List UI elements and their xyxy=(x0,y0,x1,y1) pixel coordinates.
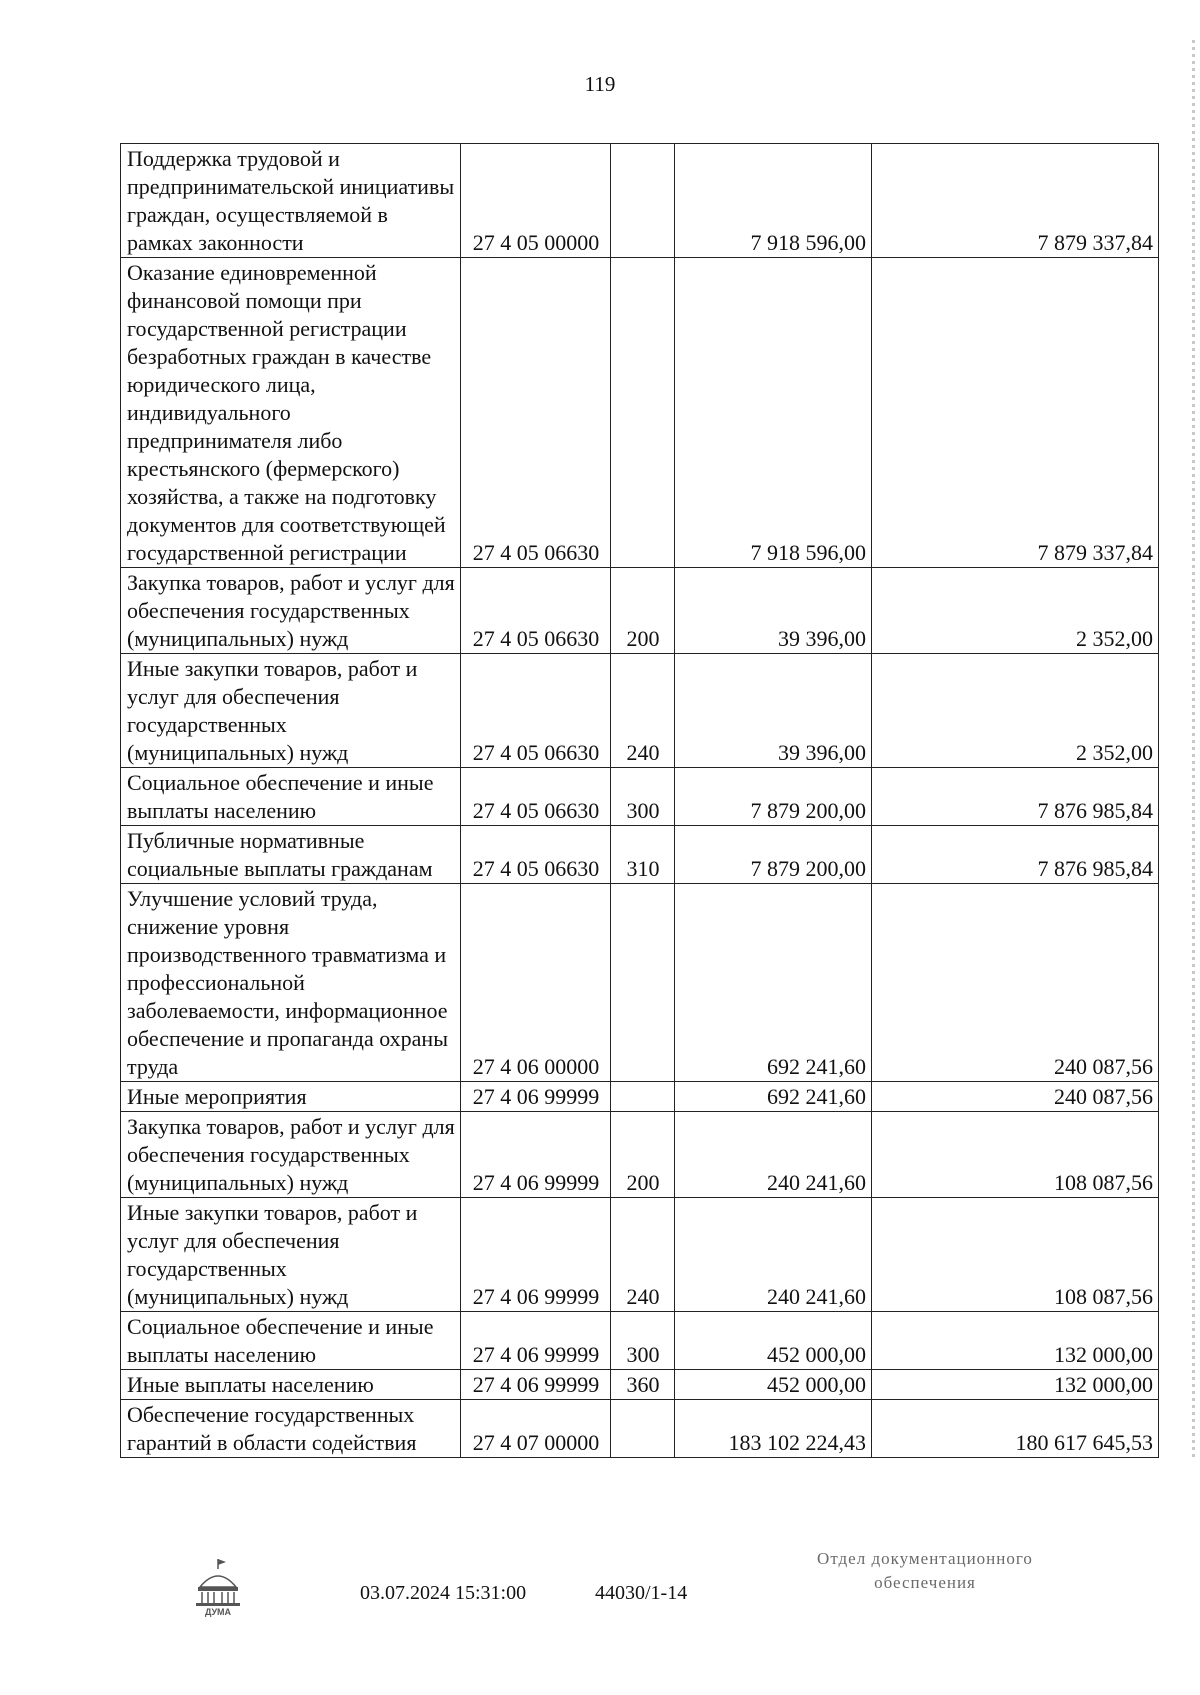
row-plan-amount: 39 396,00 xyxy=(675,654,872,768)
footer-reg-number: 44030/1-14 xyxy=(595,1582,688,1604)
row-code: 27 4 06 99999 xyxy=(461,1082,611,1112)
table-row xyxy=(121,768,1159,826)
row-name: Закупка товаров, работ и услуг для обеспечения государственных (муниципальных) нужд xyxy=(121,568,461,654)
row-expense-type: 200 xyxy=(611,1112,675,1198)
scan-edge-marks xyxy=(1192,40,1195,1460)
page-number: 119 xyxy=(584,72,616,96)
budget-table xyxy=(120,143,1159,1458)
row-plan-amount: 240 241,60 xyxy=(675,1112,872,1198)
row-name: Социальное обеспечение и иные выплаты населению xyxy=(121,1312,461,1370)
table-row xyxy=(121,1112,1159,1198)
row-fact-amount: 240 087,56 xyxy=(872,1082,1159,1112)
row-fact-amount: 132 000,00 xyxy=(872,1370,1159,1400)
row-fact-amount: 240 087,56 xyxy=(872,884,1159,1082)
table-row xyxy=(121,826,1159,884)
table-row xyxy=(121,884,1159,1082)
row-plan-amount: 7 918 596,00 xyxy=(675,144,872,258)
row-plan-amount: 692 241,60 xyxy=(675,1082,872,1112)
row-code: 27 4 06 99999 xyxy=(461,1198,611,1312)
stamp-line-1: Отдел документационного xyxy=(817,1549,1033,1568)
row-plan-amount: 452 000,00 xyxy=(675,1370,872,1400)
table-row xyxy=(121,144,1159,258)
stamp-line-2: обеспечения xyxy=(874,1573,976,1592)
row-expense-type: 300 xyxy=(611,768,675,826)
table-row xyxy=(121,1198,1159,1312)
row-fact-amount: 180 617 645,53 xyxy=(872,1400,1159,1458)
row-code: 27 4 05 06630 xyxy=(461,768,611,826)
row-name: Иные закупки товаров, работ и услуг для обеспечения государственных (муниципальных) нужд xyxy=(121,1198,461,1312)
row-code: 27 4 05 06630 xyxy=(461,826,611,884)
row-expense-type xyxy=(611,884,675,1082)
row-name: Иные выплаты населению xyxy=(121,1370,461,1400)
row-name: Закупка товаров, работ и услуг для обеспечения государственных (муниципальных) нужд xyxy=(121,1112,461,1198)
row-fact-amount: 7 876 985,84 xyxy=(872,768,1159,826)
row-fact-amount: 7 876 985,84 xyxy=(872,826,1159,884)
row-name: Обеспечение государственных гарантий в области содействия xyxy=(121,1400,461,1458)
row-expense-type: 300 xyxy=(611,1312,675,1370)
row-code: 27 4 05 06630 xyxy=(461,258,611,568)
row-expense-type: 240 xyxy=(611,654,675,768)
row-code: 27 4 05 06630 xyxy=(461,568,611,654)
row-name: Социальное обеспечение и иные выплаты населению xyxy=(121,768,461,826)
row-expense-type: 310 xyxy=(611,826,675,884)
row-plan-amount: 7 918 596,00 xyxy=(675,258,872,568)
row-code: 27 4 05 00000 xyxy=(461,144,611,258)
row-expense-type xyxy=(611,1082,675,1112)
row-fact-amount: 2 352,00 xyxy=(872,654,1159,768)
row-fact-amount: 2 352,00 xyxy=(872,568,1159,654)
row-expense-type xyxy=(611,1400,675,1458)
row-code: 27 4 06 00000 xyxy=(461,884,611,1082)
row-name: Иные мероприятия xyxy=(121,1082,461,1112)
footer-date: 03.07.2024 15:31:00 xyxy=(360,1582,527,1604)
duma-logo-icon xyxy=(190,1557,246,1617)
row-plan-amount: 183 102 224,43 xyxy=(675,1400,872,1458)
row-expense-type xyxy=(611,258,675,568)
table-row xyxy=(121,258,1159,568)
row-name: Иные закупки товаров, работ и услуг для обеспечения государственных (муниципальных) нужд xyxy=(121,654,461,768)
table-row xyxy=(121,1312,1159,1370)
row-name: Публичные нормативные социальные выплаты гражданам xyxy=(121,826,461,884)
row-expense-type: 200 xyxy=(611,568,675,654)
row-plan-amount: 7 879 200,00 xyxy=(675,826,872,884)
row-name: Улучшение условий труда, снижение уровня производственного травматизма и профессиональной заболеваемости, информационное обеспечение и пропаганда охраны труда xyxy=(121,884,461,1082)
department-stamp xyxy=(780,1547,1070,1595)
row-code: 27 4 07 00000 xyxy=(461,1400,611,1458)
row-plan-amount: 7 879 200,00 xyxy=(675,768,872,826)
row-fact-amount: 108 087,56 xyxy=(872,1198,1159,1312)
row-plan-amount: 452 000,00 xyxy=(675,1312,872,1370)
row-fact-amount: 7 879 337,84 xyxy=(872,144,1159,258)
duma-logo-text: ДУМА xyxy=(204,1607,232,1617)
row-code: 27 4 06 99999 xyxy=(461,1370,611,1400)
row-code: 27 4 06 99999 xyxy=(461,1112,611,1198)
row-code: 27 4 06 99999 xyxy=(461,1312,611,1370)
row-fact-amount: 132 000,00 xyxy=(872,1312,1159,1370)
row-plan-amount: 39 396,00 xyxy=(675,568,872,654)
row-name: Поддержка трудовой и предпринимательской инициативы граждан, осуществляемой в рамках законности xyxy=(121,144,461,258)
row-plan-amount: 692 241,60 xyxy=(675,884,872,1082)
row-expense-type: 360 xyxy=(611,1370,675,1400)
row-fact-amount: 7 879 337,84 xyxy=(872,258,1159,568)
row-code: 27 4 05 06630 xyxy=(461,654,611,768)
table-row xyxy=(121,1370,1159,1400)
budget-table-body xyxy=(121,144,1159,1458)
row-name: Оказание единовременной финансовой помощи при государственной регистрации безработных граждан в качестве юридического лица, индивидуального предпринимателя либо крестьянского (фермерского) хозяйства, а также на подготовку документов для соответствующей государственной регистрации xyxy=(121,258,461,568)
row-expense-type xyxy=(611,144,675,258)
table-row xyxy=(121,1400,1159,1458)
row-expense-type: 240 xyxy=(611,1198,675,1312)
row-fact-amount: 108 087,56 xyxy=(872,1112,1159,1198)
row-plan-amount: 240 241,60 xyxy=(675,1198,872,1312)
table-row xyxy=(121,1082,1159,1112)
table-row xyxy=(121,654,1159,768)
table-row xyxy=(121,568,1159,654)
